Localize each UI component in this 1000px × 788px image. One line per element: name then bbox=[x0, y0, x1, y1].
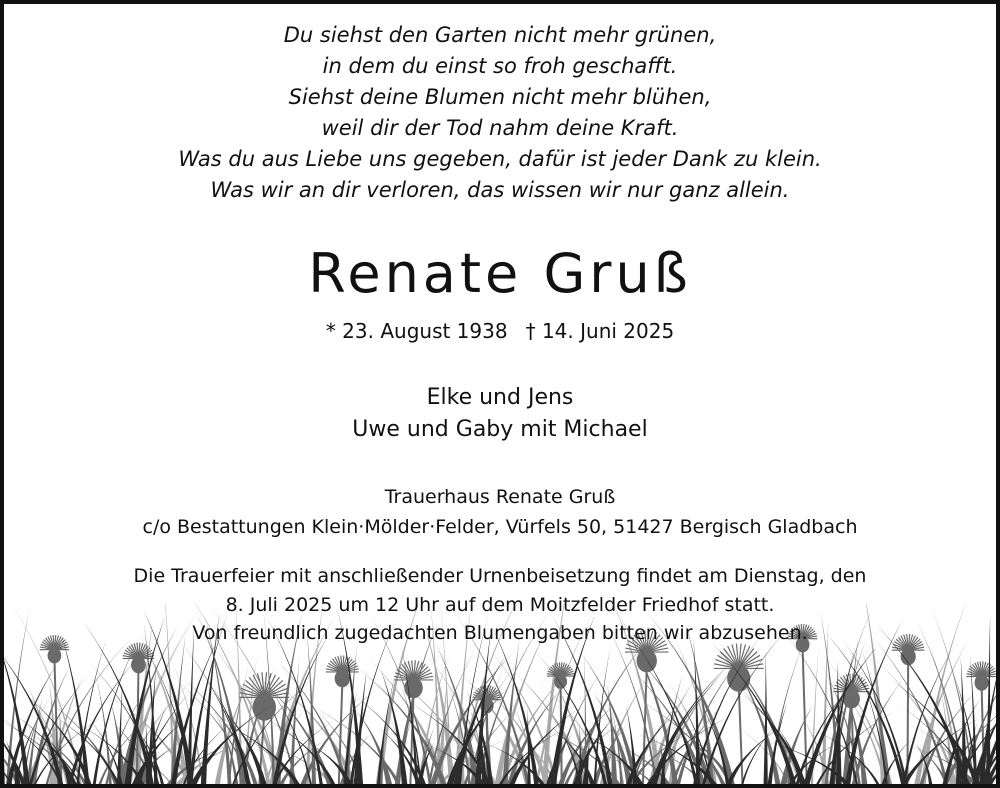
poem-line: Du siehst den Garten nicht mehr grünen, bbox=[283, 23, 717, 47]
service-line: Die Trauerfeier mit anschließender Urnenbeisetzung findet am Dienstag, den bbox=[133, 565, 867, 587]
address-line: c/o Bestattungen Klein·Mölder·Felder, Vürfels 50, 51427 Bergisch Gladbach bbox=[142, 516, 858, 538]
family-line: Uwe und Gaby mit Michael bbox=[352, 417, 648, 442]
birth-date: * 23. August 1938 bbox=[325, 319, 508, 343]
grass-blade bbox=[4, 676, 5, 784]
death-date: † 14. Juni 2025 bbox=[525, 319, 675, 343]
grass-blade bbox=[728, 721, 789, 784]
deceased-name: Renate Gruß bbox=[308, 242, 692, 305]
mourning-family bbox=[4, 382, 996, 446]
family-line: Elke und Jens bbox=[426, 385, 574, 410]
memorial-poem bbox=[4, 20, 996, 206]
service-line: 8. Juli 2025 um 12 Uhr auf dem Moitzfelder Friedhof statt. bbox=[225, 593, 775, 616]
poem-line: Was du aus Liebe uns gegeben, dafür ist jeder Dank zu klein. bbox=[178, 147, 822, 171]
grass-blade bbox=[581, 652, 639, 784]
service-line: Von freundlich zugedachten Blumengaben bitten wir abzusehen. bbox=[192, 622, 808, 644]
thistle-flower-icon bbox=[714, 644, 764, 784]
grass-blade bbox=[4, 628, 30, 784]
address-line: Trauerhaus Renate Gruß bbox=[384, 486, 616, 508]
mourning-address bbox=[4, 482, 996, 542]
poem-line: weil dir der Tod nahm deine Kraft. bbox=[321, 116, 679, 140]
poem-line: in dem du einst so froh geschafft. bbox=[322, 54, 678, 78]
life-dates bbox=[4, 319, 996, 343]
poem-line: Siehst deine Blumen nicht mehr blühen, bbox=[288, 85, 712, 109]
poem-line: Was wir an dir verloren, das wissen wir nur ganz allein. bbox=[210, 178, 790, 202]
funeral-service-info bbox=[4, 562, 996, 648]
